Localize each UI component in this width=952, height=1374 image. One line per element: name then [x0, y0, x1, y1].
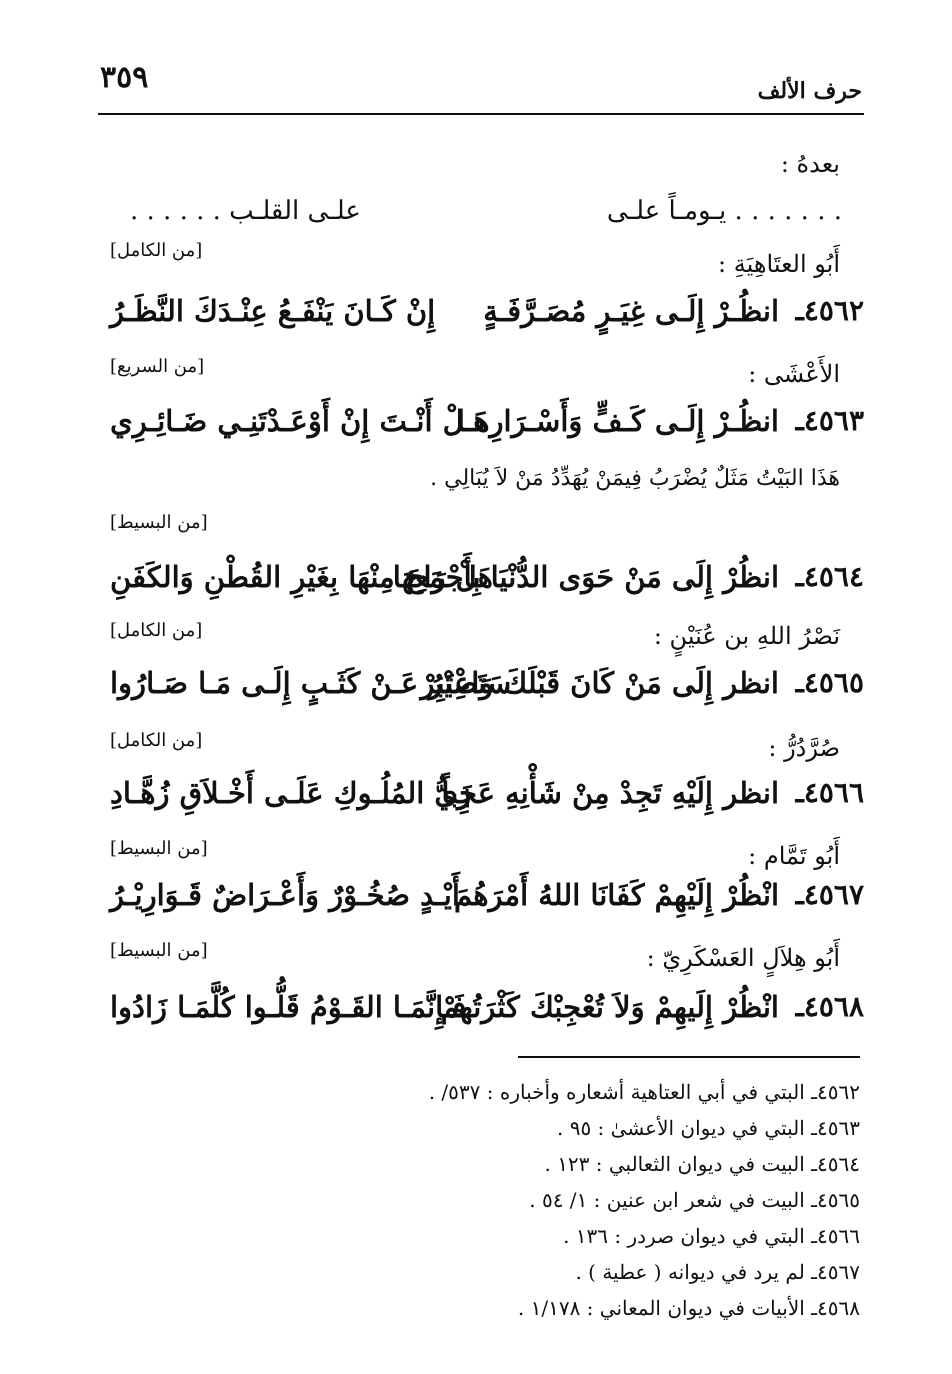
- first-hemistich: انظُـرْ إِلَـى غِيَـرٍ مُصَـرَّفَـةٍ: [483, 294, 779, 328]
- footnote: ٤٥٦٣ـ البتي في ديوان الأعشىٰ : ٩٥ .: [557, 1116, 860, 1140]
- verse-row: [110, 404, 864, 456]
- header-rule: [98, 113, 864, 115]
- footnote: ٤٥٦٢ـ البتي في أبي العتاهية أشعاره وأخباره : ٥٣٧/ .: [428, 1080, 860, 1104]
- intro-label: بعدهُ :: [780, 150, 840, 178]
- second-hemistich: هَلْ رَاحَ مِنْهَا بِغَيْرِ القُطْنِ وَالكَفَنِ: [110, 560, 493, 594]
- meter-label: [من الكامل]: [110, 730, 203, 751]
- verse-number: ٤٥٦٨ـ: [795, 990, 864, 1023]
- verse-number: ٤٥٦٧ـ: [795, 878, 864, 911]
- poet-name: أَبُو هِلاَلٍ العَسْكَرِيّ :: [646, 944, 840, 972]
- meter-label: [من الكامل]: [110, 240, 203, 261]
- meter-label: [من البسيط]: [110, 512, 208, 533]
- first-hemistich: انظر إِلَى مَنْ كَانَ قَبْلَكَ وَاعْتَبِرْ: [420, 666, 779, 700]
- first-hemistich: انظُـرْ إِلَـى كَـفٍّ وَأَسْـرَارِهَـا: [456, 404, 779, 438]
- footnote-rule: [518, 1056, 860, 1058]
- verse-number: ٤٥٦٣ـ: [795, 404, 864, 437]
- verse-note: هَذَا البَيْتُ مَثَلٌ يُضْرَبُ فِيمَنْ يُهَدِّدُ مَنْ لاَ يُبَالِي .: [430, 466, 840, 491]
- verse-number: ٤٥٦٦ـ: [795, 776, 864, 809]
- page-number: ٣٥٩: [100, 60, 149, 95]
- verse-row: [110, 666, 864, 718]
- verse-number: ٤٥٦٤ـ: [795, 560, 864, 593]
- meter-label: [من الكامل]: [110, 620, 203, 641]
- verse-number: ٤٥٦٥ـ: [795, 666, 864, 699]
- second-hemistich: سَتَصِيْرُ عَـنْ كَثَـبٍ إِلَـى مَـا صَـارُوا: [110, 666, 512, 700]
- verse-row: [110, 990, 864, 1042]
- footnote: ٤٥٦٤ـ البيت في ديوان الثعالبي : ١٢٣ .: [544, 1152, 860, 1176]
- first-hemistich: انظُرْ إِلَى مَنْ حَوَى الدُّنْيَا بِأَجْمَعِهَا: [392, 560, 779, 594]
- intro-hemistich-right: . . . . . . . يـومـاً علـى: [606, 196, 842, 226]
- second-hemistich: فَـإِنَّمَـا القَـوْمُ قَلُّـوا كُلَّمَـا زَادُوا: [110, 990, 467, 1024]
- meter-label: [من السريع]: [110, 356, 205, 377]
- meter-label: [من البسيط]: [110, 940, 208, 961]
- first-hemistich: انظر إِلَيْهِ تَجِدْ مِنْ شَأْنِهِ عَجَباً: [441, 776, 779, 810]
- verse-row: [110, 560, 864, 612]
- verse-row: [110, 878, 864, 930]
- footnote: ٤٥٦٥ـ البيت في شعر ابن عنين : ١/ ٥٤ .: [529, 1188, 860, 1212]
- poet-name: أَبُو العتَاهِيَةِ :: [718, 250, 840, 278]
- verse-row: [110, 776, 864, 828]
- meter-label: [من البسيط]: [110, 838, 208, 859]
- second-hemistich: زِيُّ المُلُـوكِ عَلَـى أَخْـلاَقِ زُهَّـادِ: [110, 776, 472, 810]
- second-hemistich: أَيْـدٍ صُخُـوْرٌ وَأَعْـرَاضٌ قَـوَارِيْـرُ: [110, 878, 460, 912]
- first-hemistich: انْظُرْ إِلَيهِمْ وَلاَ تُعْجِبْكَ كَثْرَتُهمْ: [440, 990, 779, 1024]
- intro-hemistich-left: علـى القلـب . . . . . .: [130, 196, 361, 226]
- poet-name: الأَعْشَى :: [748, 360, 840, 388]
- footnote: ٤٥٦٧ـ لم يرد في ديوانه ( عطية ) .: [575, 1260, 860, 1284]
- chapter-title: حرف الألف: [757, 78, 862, 104]
- poet-name: أَبُو تَمَّام :: [748, 842, 840, 870]
- footnote: ٤٥٦٨ـ الأبيات في ديوان المعاني : ١/١٧٨ .: [517, 1296, 860, 1320]
- poet-name: صُرَّدُرُّ :: [768, 734, 840, 762]
- verse-row: [110, 294, 864, 346]
- poet-name: نَصْرُ اللهِ بن عُنَيْنٍ :: [653, 622, 840, 650]
- footnote: ٤٥٦٦ـ البتي في ديوان صردر : ١٣٦ .: [563, 1224, 860, 1248]
- verse-number: ٤٥٦٢ـ: [795, 294, 864, 327]
- second-hemistich: هَـلْ أَنْـتَ إِنْ أَوْعَـدْتَنِـي ضَـائِـرِي: [110, 404, 489, 438]
- first-hemistich: انْظُرْ إِلَيْهِمْ كَفَانَا اللهُ أَمْرَهُمَ: [453, 878, 779, 912]
- second-hemistich: إِنْ كَـانَ يَنْفَـعُ عِنْـدَكَ النَّظَـرُ: [110, 294, 436, 328]
